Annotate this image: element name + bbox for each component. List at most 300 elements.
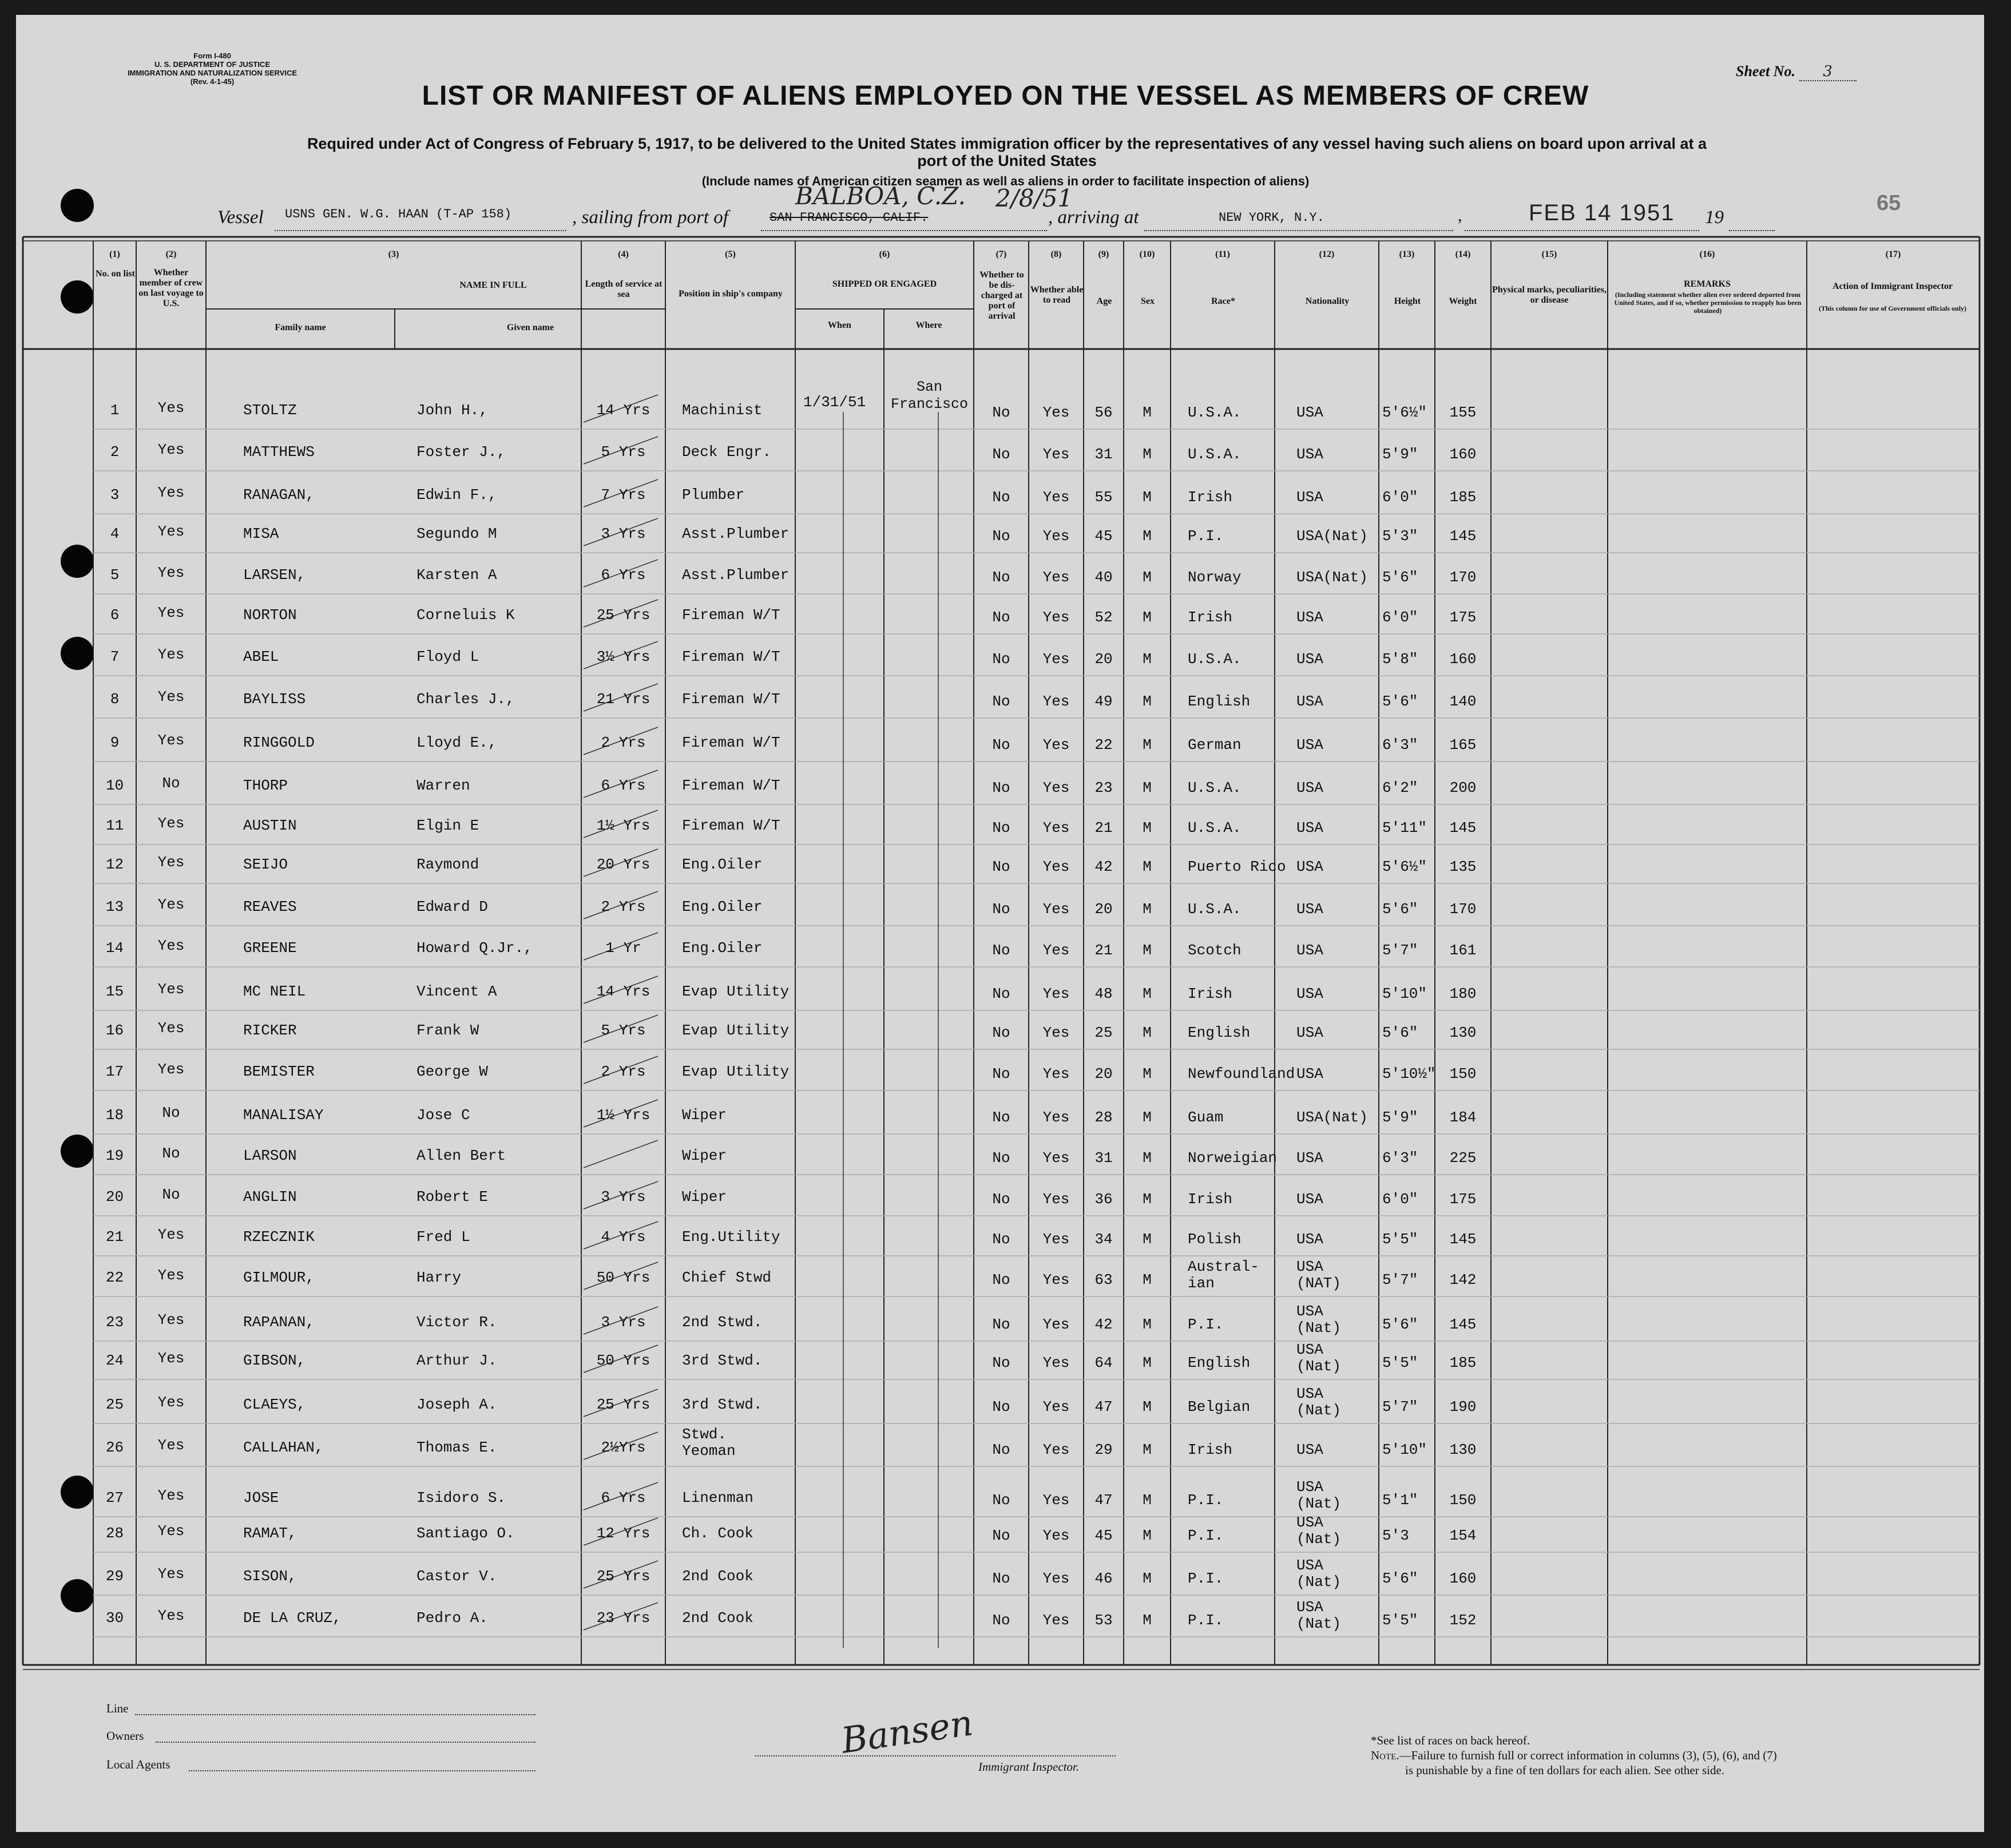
cell-read: Yes [1042, 1441, 1070, 1458]
cell-sex: M [1143, 736, 1152, 754]
cell-disch: No [992, 528, 1010, 545]
cell-nat: USA [1296, 736, 1323, 754]
cell-disch: No [992, 1354, 1010, 1371]
cell-voyage: Yes [157, 1437, 185, 1454]
cell-family: GILMOUR, [243, 1269, 315, 1286]
column-number: (4) [618, 249, 629, 259]
cell-disch: No [992, 569, 1010, 586]
cell-given: Castor V. [417, 1568, 497, 1585]
cell-position [682, 1426, 736, 1460]
cell-age: 22 [1094, 736, 1113, 754]
cell-weight: 140 [1449, 693, 1477, 710]
cell-nat: USA [1296, 1231, 1323, 1248]
cell-no: 30 [105, 1609, 124, 1627]
cell-disch: No [992, 609, 1010, 626]
cell-race: English [1188, 693, 1251, 710]
cell-race: U.S.A. [1188, 819, 1241, 836]
cell-no: 28 [105, 1525, 124, 1542]
cell-age: 31 [1094, 446, 1113, 463]
footer-agents-field [189, 1770, 536, 1771]
cell-given: Thomas E. [417, 1439, 497, 1456]
nationality-line1: USA [1296, 1258, 1323, 1275]
column-number: (9) [1098, 249, 1109, 259]
cell-no: 3 [110, 486, 120, 503]
cell-service: 2½Yrs [601, 1439, 646, 1456]
cell-no: 18 [105, 1107, 124, 1124]
cell-nat: USA [1296, 819, 1323, 836]
cell-voyage: Yes [157, 564, 185, 581]
cell-disch: No [992, 779, 1010, 796]
cell-height: 5'6" [1382, 1024, 1418, 1041]
cell-service: 1 Yr [605, 939, 641, 957]
cell-sex: M [1143, 1441, 1152, 1458]
cell-race: P.I. [1188, 1527, 1224, 1544]
cell-race: U.S.A. [1188, 651, 1241, 668]
cell-height: 5'3" [1382, 528, 1418, 545]
cell-service: 50 Yrs [596, 1352, 650, 1369]
cell-given: Isidoro S. [417, 1489, 506, 1506]
shipped-where [885, 379, 974, 413]
cell-disch: No [992, 1492, 1010, 1509]
cell-age: 42 [1094, 858, 1113, 875]
subtitle-line-2: port of the United States [917, 152, 1097, 169]
cell-weight: 142 [1449, 1271, 1477, 1288]
cell-disch: No [992, 651, 1010, 668]
cell-family: JOSE [243, 1489, 279, 1506]
cell-no: 4 [110, 525, 120, 542]
cell-no: 26 [105, 1439, 124, 1456]
cell-disch: No [992, 819, 1010, 836]
cell-sex: M [1143, 779, 1152, 796]
cell-voyage: Yes [157, 441, 185, 458]
cell-position: Fireman W/T [682, 606, 780, 624]
cell-sex: M [1143, 1398, 1152, 1415]
cell-service: 2 Yrs [601, 1063, 646, 1080]
cell-family: RINGGOLD [243, 734, 315, 751]
cell-age: 46 [1094, 1570, 1113, 1587]
cell-service: 6 Yrs [601, 1489, 646, 1506]
cell-age: 25 [1094, 1024, 1113, 1041]
cell-service: 21 Yrs [596, 691, 650, 708]
cell-given: Howard Q.Jr., [417, 939, 533, 957]
cell-position: Chief Stwd [682, 1269, 772, 1286]
cell-position: Wiper [682, 1147, 727, 1164]
cell-sex: M [1143, 1492, 1152, 1509]
header-where: Where [915, 320, 942, 330]
column-number: (5) [725, 249, 736, 259]
cell-weight: 200 [1449, 779, 1477, 796]
cell-nat: USA [1296, 1065, 1323, 1082]
cell-service: 4 Yrs [601, 1228, 646, 1246]
cell-read: Yes [1042, 404, 1070, 421]
cell-age: 47 [1094, 1492, 1113, 1509]
cell-disch: No [992, 489, 1010, 506]
column-number: (15) [1541, 249, 1557, 259]
shipped-where-line1: San [916, 379, 942, 395]
cell-age: 48 [1094, 985, 1113, 1002]
cell-disch: No [992, 1612, 1010, 1629]
cell-given: Edwin F., [417, 486, 497, 503]
penalty-note-line1 [1371, 1748, 1777, 1763]
cell-sex: M [1143, 446, 1152, 463]
cell-position: Eng.Oiler [682, 898, 763, 915]
cell-race: Newfoundland [1188, 1065, 1295, 1082]
cell-read: Yes [1042, 1149, 1070, 1167]
cell-height: 5'10½" [1382, 1065, 1436, 1082]
manifest-content: Form I-480 U. S. DEPARTMENT OF JUSTICE IMMIGRATION AND NATURALIZATION SERVICE (Rev. 4-1-45) Sheet No. 3 LIST OR MANIFEST OF ALIENS EMPLOYED ON THE VESSEL AS MEMBERS OF CREW Required under Act of Congress of February 5, 1917, to be delivered to the United States immigration officer by the representatives of any vessel having such aliens on board upon arrival at a port of the United States (Include names of American citizen seamen as well as aliens in order to facilitate inspection of aliens) Vessel USNS GEN. W.G. HAAN (T-AP 158) , sailing from port of SAN FRANCISCO, CALIF. BALBOA, C.Z. 2/8/51 , arriving at NEW YORK, N.Y. , FEB 14 1951 19 65 (1) (2) (3) (4) (5) (6) (7) (8) (9) (10) (11) (12) (13) (14) (15) (16) (17) No. on list Whether member of crew on last voyage to U.S. NAME IN FULL Family name Given name Length of service at sea Position in ship's company SHIPPED OR ENGAGED When Where Whether to be dis-charged at port of arrival Whether able to read Age Sex Race* Nationality Height Weight Physical marks, peculiarities, or disease REMARKS (Including statement whether alien ever ordered deported from United States, and if so, whether permission to reapply has been obtained) Action of Immigrant Inspector (This column for use of Government officials only) 1/31/51 San Francisco 1 Yes STOLTZ John H., 14 Yrs Machinist No Yes 56 M U.S.A. USA 5'6½" 155 2 Yes MATTHEWS Foster J., 5 Yrs Deck Engr. No Yes 31 M U.S.A. USA 5'9" 160 3 Yes RANAGAN, Edwin F., 7 Yrs Plumber No Yes 55 M Irish USA 6'0" 185 4 Yes MISA Segundo M 3 Yrs Asst.Plumber No Yes 45 M P.I. USA(Nat) 5'3" 145 5 Yes LARSEN, Karsten A 6 Yrs Asst.Plumber No Yes 40 M Norway USA(Nat) 5'6" 170 6 Yes NORTON Corneluis K 25 Yrs Fireman W/T No Yes 52 M Irish USA 6'0" 175 7 Yes ABEL Floyd L 3½ Yrs Fireman W/T No Yes 20 M U.S.A. USA 5'8" 160 8 Yes BAYLISS Charles J., 21 Yrs Fireman W/T No Yes 49 M English USA 5'6" 140 9 Yes RINGGOLD Lloyd E., 2 Yrs Fireman W/T No Yes 22 M German USA 6'3" 165 10 No THORP Warren 6 Yrs Fireman W/T No Yes 23 M U.S.A. USA 6'2" 200 11 Yes AUSTIN Elgin E 1½ Yrs Fireman W/T No Yes 21 M U.S.A. USA 5'11" 145 12 Yes SEIJO Raymond 20 Yrs Eng.Oiler No Yes 42 M Puerto Rico USA 5'6½" 135 13 Yes REAVES Edward D 2 Yrs Eng.Oiler No Yes 20 M U.S.A. USA 5'6" 170 14 Yes GREENE Howard Q.Jr., 1 Yr Eng.Oiler No Yes 21 M Scotch USA 5'7" 161 15 Yes MC NEIL Vincent A 14 Yrs Evap Utility No Yes 48 M Irish USA 5'10" 180 16 Yes RICKER Frank W 5 Yrs Evap Utility No Yes 25 M English USA 5'6" 130 17 Yes BEMISTER George W 2 Yrs Evap Utility No Yes 20 M Newfoundland USA 5'10½" 150 18 No MANALISAY Jose C 1½ Yrs Wiper No Yes 28 M Guam USA(Nat) 5'9" 184 19 No LARSON Allen Bert Wiper No Yes 31 M Norweigian USA 6'3" 225 20 No ANGLIN Robert E 3 Yrs Wiper No Yes 36 M Irish USA 6'0" 175 21 Yes RZECZNIK Fred L 4 Yrs Eng.Utility No Yes 34 M Polish USA 5'5" 145 22 Yes GILMOUR, Harry 50 Yrs Chief Stwd No Yes 63 M Austral- ian USA (NAT) 5'7" 142 23 Yes RAPANAN, Victor R. 3 Yrs 2nd Stwd. No Yes 42 M P.I. USA (Nat) 5'6" 145 24 Yes GIBSON, Arthur J. 50 Yrs 3rd Stwd. No Yes 64 M English USA (Nat) 5'5" 185 25 Yes CLAEYS, Joseph A. 25 Yrs 3rd Stwd. No Yes 47 M Belgian USA (Nat) 5'7" 190 26 Yes CALLAHAN, Thomas E. 2½Yrs Stwd. Yeoman No Yes 29 M Irish USA 5'10" 130 27 Yes JOSE Isidoro S. 6 Yrs Linenman No Yes 47 M P.I. USA (Nat) 5'1" 150 28 Yes RAMAT, Santiago O. 12 Yrs Ch. Cook No Yes 45 M P.I. USA (Nat) 5'3 154 29 Yes SISON, Castor V. 25 Yrs 2nd Cook No Yes 46 M P.I. USA (Nat) 5'6" 160 30 Yes DE LA CRUZ, Pedro A. 23 Yrs 2nd Cook No Yes 53 M P.I. USA (Nat) 5'5" 152 Line Owners Local Agents Bansen Immigrant Inspector. *See list of races on back hereof. Note.—Failure to furnish full or correct information in columns (3), (5), (6), and (7) is punishable by a fine of ten dollars for each alien. See other side. [0, 0, 2011, 1848]
cell-voyage: Yes [157, 981, 185, 998]
cell-race: Puerto Rico [1188, 858, 1286, 875]
cell-nat: USA [1296, 489, 1323, 506]
cell-no: 7 [110, 648, 120, 665]
header-last-voyage: Whether member of crew on last voyage to U.S. [138, 268, 204, 308]
cell-voyage: Yes [157, 732, 185, 749]
cell-disch: No [992, 1316, 1010, 1333]
header-remarks-detail: (Including statement whether alien ever ordered deported from United States, and if so, whether permission to reapply has been obtained) [1614, 291, 1802, 315]
cell-nat: USA(Nat) [1296, 528, 1368, 545]
cell-voyage: Yes [157, 1522, 185, 1540]
cell-position: Evap Utility [682, 1022, 790, 1039]
vessel-label: Vessel [217, 207, 264, 228]
cell-given: Jose C [417, 1107, 470, 1124]
cell-given: Foster J., [417, 443, 506, 461]
cell-family: RAPANAN, [243, 1314, 315, 1331]
cell-height: 5'6½" [1382, 858, 1427, 875]
column-number: (6) [879, 249, 890, 259]
cell-given: Elgin E [417, 817, 479, 834]
cell-voyage: Yes [157, 1394, 185, 1411]
cell-sex: M [1143, 819, 1152, 836]
nationality-line1: USA [1296, 1478, 1323, 1496]
cell-given: Allen Bert [417, 1147, 506, 1164]
cell-sex: M [1143, 1570, 1152, 1587]
cell-service: 25 Yrs [596, 1396, 650, 1413]
nationality-line2: (Nat) [1296, 1573, 1342, 1591]
header-given-name: Given name [506, 323, 554, 332]
cell-height: 6'3" [1382, 1149, 1418, 1167]
cell-voyage: Yes [157, 523, 185, 540]
column-number: (7) [995, 249, 1007, 259]
cell-age: 53 [1094, 1612, 1113, 1629]
cell-service: 25 Yrs [596, 1568, 650, 1585]
cell-family: MATTHEWS [243, 443, 315, 461]
cell-height: 5'10" [1382, 985, 1427, 1002]
cell-read: Yes [1042, 779, 1070, 796]
header-nationality: Nationality [1305, 296, 1350, 306]
column-number: (10) [1139, 249, 1155, 259]
cell-height: 5'11" [1382, 819, 1427, 836]
cell-nat: USA [1296, 985, 1323, 1002]
cell-nat: USA [1296, 858, 1323, 875]
cell-height: 5'6" [1382, 693, 1418, 710]
cell-given: John H., [417, 402, 488, 419]
column-number: (8) [1050, 249, 1062, 259]
cell-position: Fireman W/T [682, 777, 780, 794]
cell-age: 63 [1094, 1271, 1113, 1288]
cell-family: RZECZNIK [243, 1228, 315, 1246]
cell-race: U.S.A. [1188, 779, 1241, 796]
cell-nationality [1296, 1303, 1341, 1337]
cell-position: Fireman W/T [682, 734, 780, 751]
cell-age: 52 [1094, 609, 1113, 626]
cell-nat: USA(Nat) [1296, 569, 1368, 586]
cell-voyage: Yes [157, 1311, 185, 1329]
cell-position: Eng.Oiler [682, 856, 763, 873]
cell-sex: M [1143, 1109, 1152, 1126]
cell-read: Yes [1042, 569, 1070, 586]
cell-given: Floyd L [417, 648, 479, 665]
shipped-where-line2: Francisco [890, 396, 969, 413]
cell-sex: M [1143, 1316, 1152, 1333]
cell-height: 5'1" [1382, 1492, 1418, 1509]
cell-race: P.I. [1188, 528, 1224, 545]
cell-voyage: Yes [157, 1267, 185, 1284]
cell-family: NORTON [243, 606, 297, 624]
cell-disch: No [992, 1527, 1010, 1544]
header-shipped-engaged: SHIPPED OR ENGAGED [832, 279, 937, 289]
cell-no: 23 [105, 1314, 124, 1331]
header-length-of-service: Length of service at sea [585, 279, 663, 299]
cell-age: 21 [1094, 819, 1113, 836]
cell-family: ANGLIN [243, 1188, 297, 1205]
cell-family: RAMAT, [243, 1525, 297, 1542]
cell-voyage: No [162, 1104, 180, 1121]
cell-position: Asst.Plumber [682, 525, 790, 542]
cell-given: Charles J., [417, 691, 515, 708]
cell-voyage: Yes [157, 484, 185, 501]
cell-disch: No [992, 1191, 1010, 1208]
position-line1: Stwd. [682, 1426, 727, 1443]
cell-read: Yes [1042, 1612, 1070, 1629]
cell-age: 47 [1094, 1398, 1113, 1415]
cell-nat: USA [1296, 942, 1323, 959]
cell-nationality [1296, 1386, 1341, 1419]
cell-nat: USA [1296, 901, 1323, 918]
cell-service: 1½ Yrs [596, 1107, 650, 1124]
cell-family: BAYLISS [243, 691, 306, 708]
cell-read: Yes [1042, 1316, 1070, 1333]
cell-service: 3 Yrs [601, 525, 646, 542]
cell-nat: USA [1296, 1441, 1323, 1458]
cell-voyage: Yes [157, 1061, 185, 1078]
cell-family: MANALISAY [243, 1107, 324, 1124]
cell-race: Irish [1188, 1441, 1233, 1458]
cell-race: Norway [1188, 569, 1241, 586]
cell-family: CALLAHAN, [243, 1439, 324, 1456]
nationality-line2: (Nat) [1296, 1495, 1342, 1512]
cell-height: 5'6" [1382, 1570, 1418, 1587]
arriving-port: NEW YORK, N.Y. [1219, 211, 1324, 225]
cell-nationality [1296, 1479, 1341, 1512]
nationality-line2: (Nat) [1296, 1358, 1342, 1375]
cell-read: Yes [1042, 985, 1070, 1002]
cell-family: AUSTIN [243, 817, 297, 834]
cell-height: 5'6" [1382, 901, 1418, 918]
cell-height: 6'3" [1382, 736, 1418, 754]
cell-position: Machinist [682, 402, 763, 419]
cell-family: THORP [243, 777, 288, 794]
cell-height: 5'7" [1382, 942, 1418, 959]
cell-nat: USA(Nat) [1296, 1109, 1368, 1126]
cell-read: Yes [1042, 1231, 1070, 1248]
cell-family: SISON, [243, 1568, 297, 1585]
cell-given: Fred L [417, 1228, 470, 1246]
cell-weight: 135 [1449, 858, 1477, 875]
cell-nat: USA [1296, 1149, 1323, 1167]
cell-weight: 175 [1449, 1191, 1477, 1208]
cell-family: SEIJO [243, 856, 288, 873]
cell-weight: 190 [1449, 1398, 1477, 1415]
cell-service: 3 Yrs [601, 1314, 646, 1331]
cell-position: Asst.Plumber [682, 566, 790, 584]
cell-read: Yes [1042, 1492, 1070, 1509]
cell-weight: 225 [1449, 1149, 1477, 1167]
nationality-line1: USA [1296, 1341, 1323, 1358]
cell-weight: 152 [1449, 1612, 1477, 1629]
port-struck: SAN FRANCISCO, CALIF. [770, 211, 929, 225]
cell-given: Victor R. [417, 1314, 497, 1331]
cell-read: Yes [1042, 693, 1070, 710]
cell-service: 7 Yrs [601, 486, 646, 503]
cell-position: Wiper [682, 1188, 727, 1205]
cell-race: Irish [1188, 985, 1233, 1002]
cell-service: 14 Yrs [596, 983, 650, 1000]
cell-given: Joseph A. [417, 1396, 497, 1413]
nationality-line1: USA [1296, 1557, 1323, 1574]
column-number: (16) [1699, 249, 1715, 259]
cell-position: 2nd Cook [682, 1568, 753, 1585]
cell-disch: No [992, 1231, 1010, 1248]
cell-weight: 154 [1449, 1527, 1477, 1544]
cell-sex: M [1143, 1065, 1152, 1082]
cell-age: 34 [1094, 1231, 1113, 1248]
header-discharged: Whether to be dis-charged at port of arrival [979, 270, 1024, 321]
cell-position: Plumber [682, 486, 745, 503]
cell-read: Yes [1042, 489, 1070, 506]
cell-nationality [1296, 1342, 1341, 1375]
cell-no: 5 [110, 566, 120, 584]
cell-read: Yes [1042, 1398, 1070, 1415]
header-inspector-detail: (This column for use of Government officials only) [1818, 304, 1967, 312]
cell-weight: 145 [1449, 528, 1477, 545]
cell-no: 21 [105, 1228, 124, 1246]
cell-position: Wiper [682, 1107, 727, 1124]
cell-race: P.I. [1188, 1570, 1224, 1587]
cell-height: 5'5" [1382, 1231, 1418, 1248]
cell-no: 1 [110, 402, 120, 419]
service-checkmark [584, 1140, 658, 1168]
cell-given: Pedro A. [417, 1609, 488, 1627]
cell-position: Deck Engr. [682, 443, 772, 461]
cell-service: 25 Yrs [596, 606, 650, 624]
cell-disch: No [992, 1065, 1010, 1082]
cell-disch: No [992, 985, 1010, 1002]
penalty-note-line2: is punishable by a fine of ten dollars for each alien. See other side. [1405, 1763, 1725, 1777]
cell-no: 20 [105, 1188, 124, 1205]
cell-age: 55 [1094, 489, 1113, 506]
cell-age: 42 [1094, 1316, 1113, 1333]
cell-no: 24 [105, 1352, 124, 1369]
cell-voyage: No [162, 775, 180, 792]
cell-service: 2 Yrs [601, 898, 646, 915]
header-no-on-list: No. on list [96, 269, 135, 279]
cell-service: 20 Yrs [596, 856, 650, 873]
cell-age: 45 [1094, 528, 1113, 545]
cell-given: Raymond [417, 856, 479, 873]
cell-read: Yes [1042, 1527, 1070, 1544]
cell-service: 50 Yrs [596, 1269, 650, 1286]
cell-voyage: Yes [157, 854, 185, 871]
signature-line [755, 1755, 1116, 1756]
cell-weight: 145 [1449, 1316, 1477, 1333]
cell-weight: 170 [1449, 901, 1477, 918]
cell-nationality [1296, 1259, 1341, 1292]
cell-given: Robert E [417, 1188, 488, 1205]
nationality-line1: USA [1296, 1599, 1323, 1616]
cell-race: Guam [1188, 1109, 1224, 1126]
header-when: When [828, 320, 851, 330]
cell-weight: 155 [1449, 404, 1477, 421]
cell-sex: M [1143, 1149, 1152, 1167]
cell-age: 23 [1094, 779, 1113, 796]
cell-disch: No [992, 1149, 1010, 1167]
cell-family: REAVES [243, 898, 297, 915]
cell-weight: 165 [1449, 736, 1477, 754]
nationality-line1: USA [1296, 1514, 1323, 1531]
cell-voyage: Yes [157, 646, 185, 663]
cell-disch: No [992, 1398, 1010, 1415]
cell-voyage: Yes [157, 1607, 185, 1624]
cell-read: Yes [1042, 446, 1070, 463]
cell-age: 40 [1094, 569, 1113, 586]
cell-voyage: Yes [157, 1487, 185, 1504]
cell-service: 12 Yrs [596, 1525, 650, 1542]
nationality-line1: USA [1296, 1385, 1323, 1402]
cell-sex: M [1143, 942, 1152, 959]
column-number: (13) [1399, 249, 1415, 259]
cell-race [1188, 1259, 1259, 1292]
header-able-to-read: Whether able to read [1030, 285, 1084, 305]
cell-given: Frank W [417, 1022, 479, 1039]
cell-position: Fireman W/T [682, 817, 780, 834]
cell-no: 12 [105, 856, 124, 873]
cell-race: Irish [1188, 609, 1233, 626]
cell-read: Yes [1042, 1570, 1070, 1587]
cell-family: RICKER [243, 1022, 297, 1039]
cell-age: 36 [1094, 1191, 1113, 1208]
cell-read: Yes [1042, 901, 1070, 918]
cell-disch: No [992, 901, 1010, 918]
cell-service: 5 Yrs [601, 443, 646, 461]
header-family-name: Family name [275, 323, 326, 332]
cell-height: 5'6" [1382, 1316, 1418, 1333]
cell-sex: M [1143, 985, 1152, 1002]
cell-weight: 160 [1449, 651, 1477, 668]
cell-voyage: Yes [157, 1226, 185, 1243]
cell-race: Irish [1188, 1191, 1233, 1208]
cell-weight: 145 [1449, 819, 1477, 836]
cell-disch: No [992, 1109, 1010, 1126]
cell-weight: 180 [1449, 985, 1477, 1002]
cell-nat: USA [1296, 1191, 1323, 1208]
cell-weight: 160 [1449, 1570, 1477, 1587]
cell-age: 64 [1094, 1354, 1113, 1371]
cell-no: 13 [105, 898, 124, 915]
cell-read: Yes [1042, 736, 1070, 754]
cell-family: RANAGAN, [243, 486, 315, 503]
inspector-signature: Bansen [839, 1702, 975, 1762]
cell-nat: USA [1296, 779, 1323, 796]
